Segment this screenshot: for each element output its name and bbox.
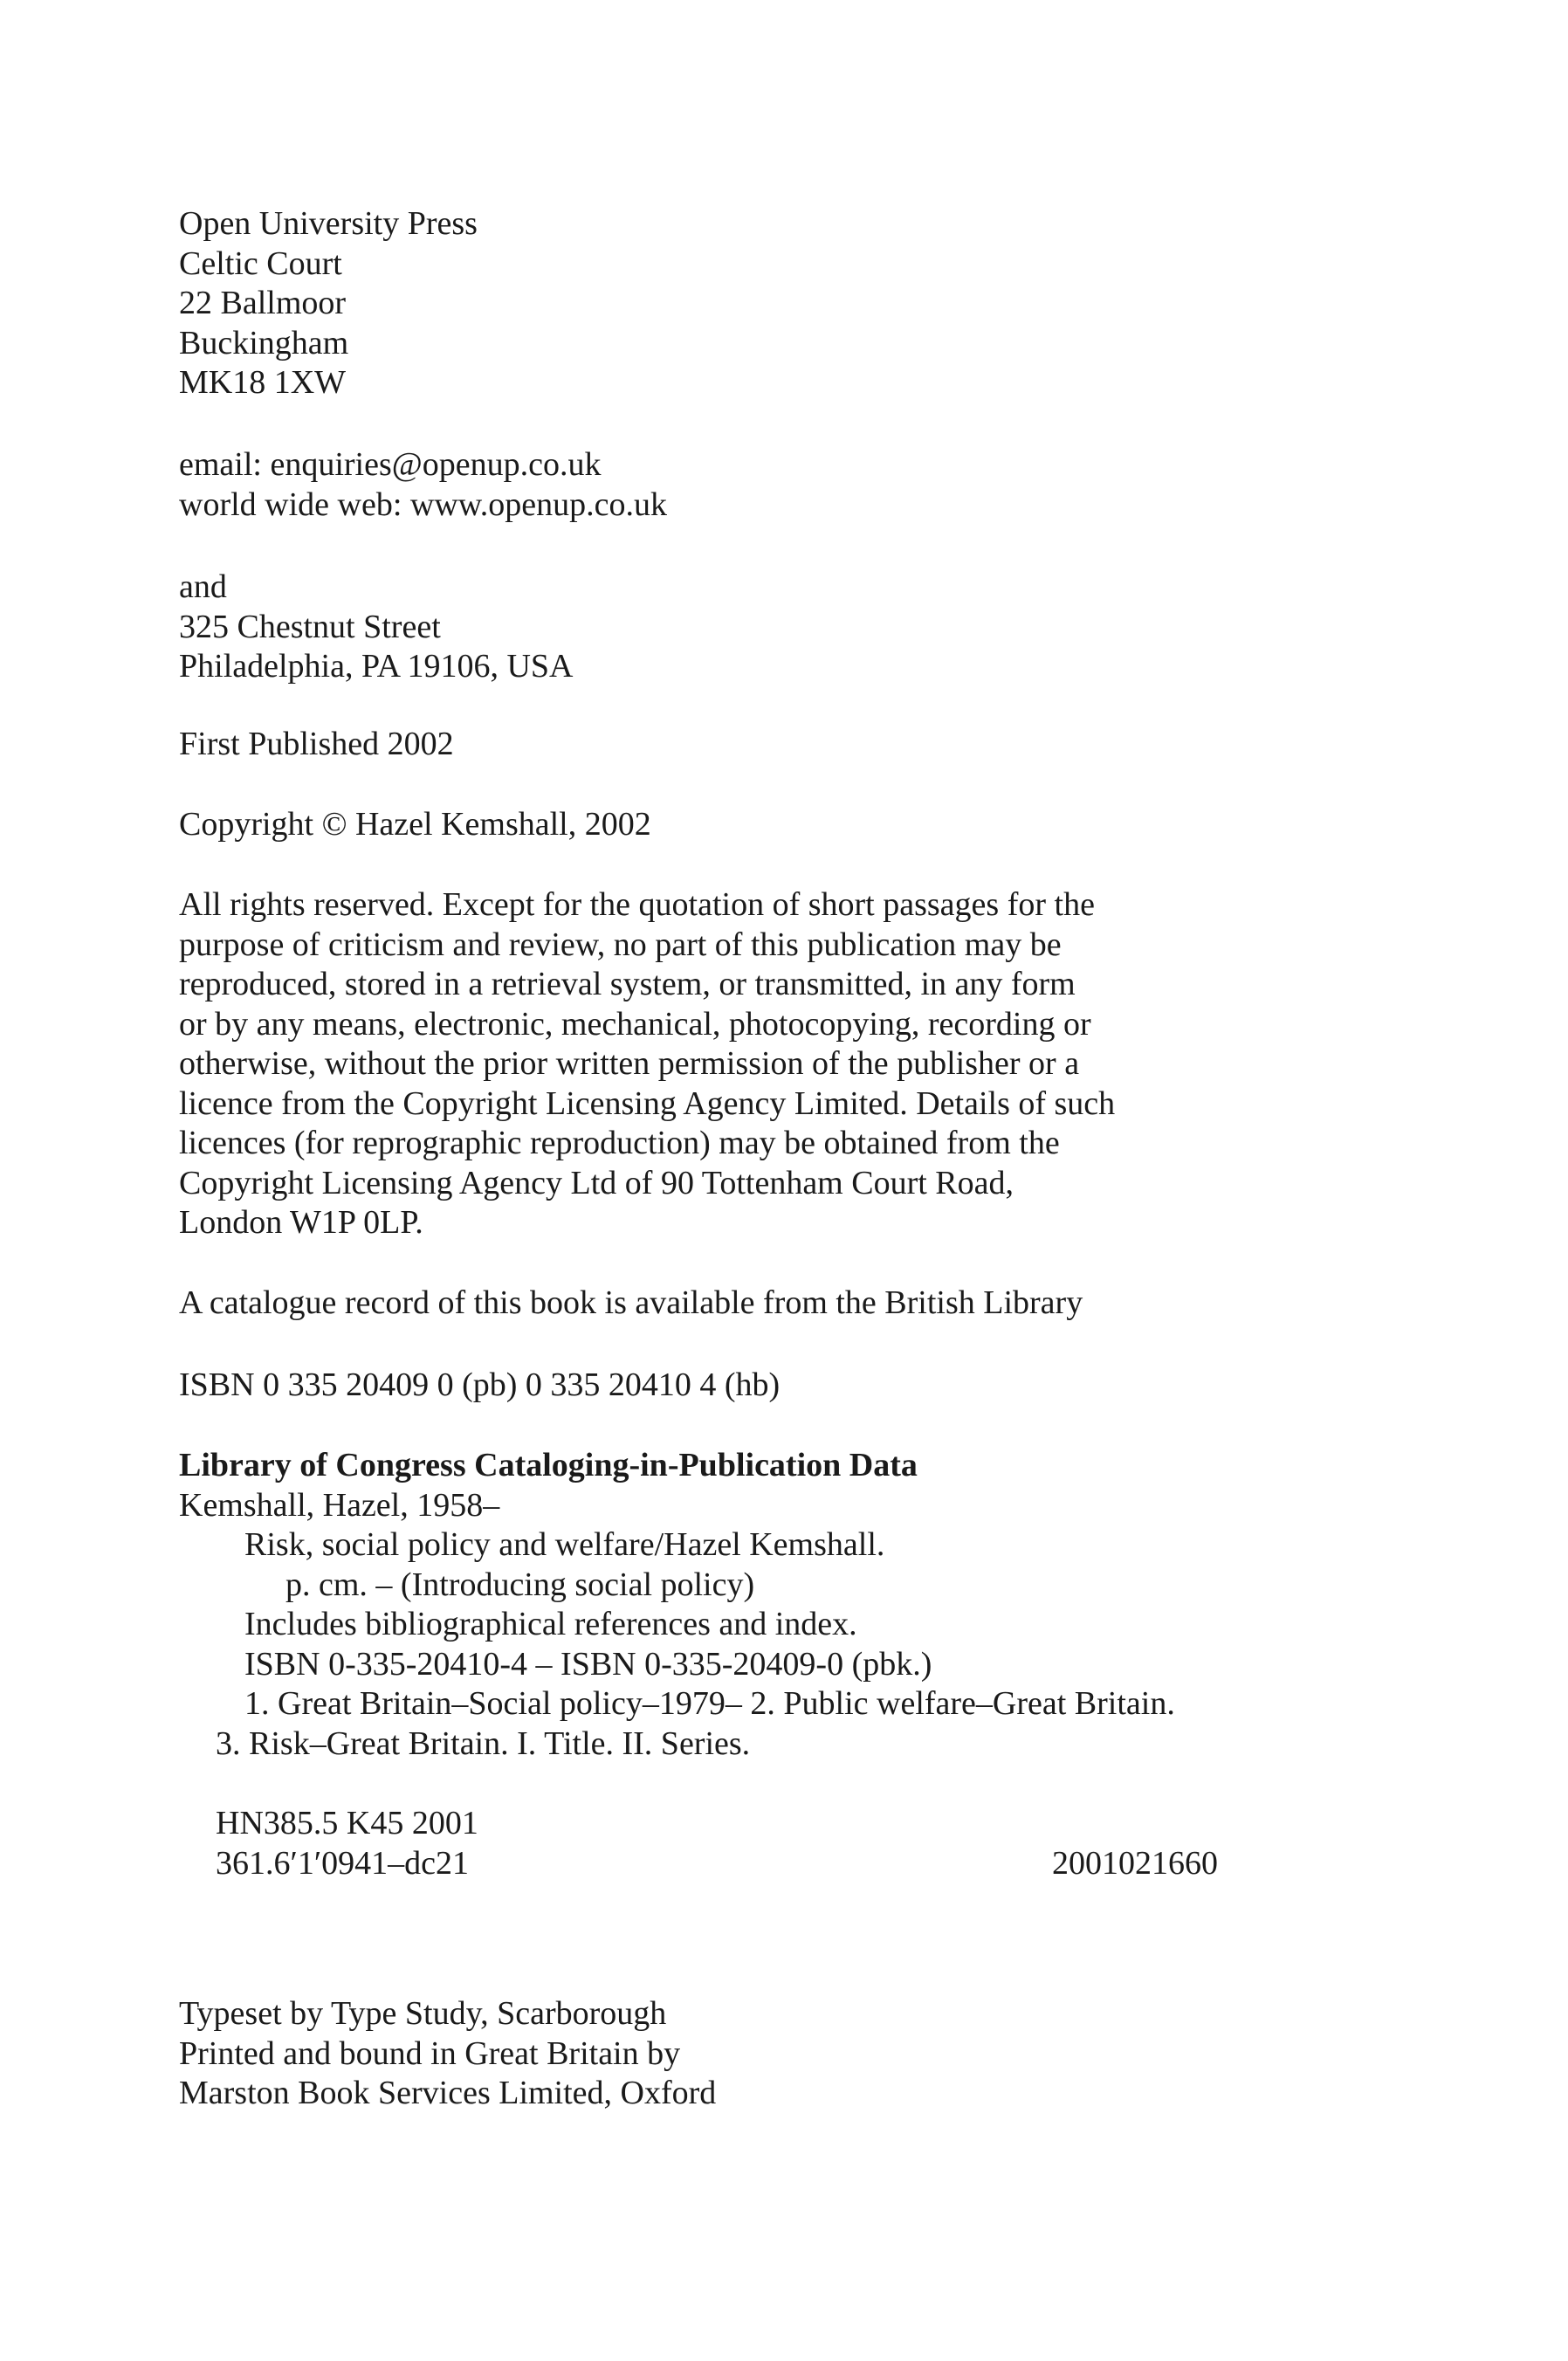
- cip-physical: p. cm. – (Introducing social policy): [285, 1566, 755, 1603]
- production-credits: [179, 1994, 1270, 2114]
- address-line: Buckingham: [179, 324, 349, 361]
- isbn: ISBN 0 335 20409 0 (pb) 0 335 20410 4 (hb): [179, 1366, 781, 1403]
- catalogue-record: A catalogue record of this book is available from the British Library: [179, 1284, 1083, 1321]
- rights-line: All rights reserved. Except for the quotation of short passages for the: [179, 886, 1095, 923]
- rights-line: licence from the Copyright Licensing Agency Limited. Details of such: [179, 1084, 1116, 1122]
- publisher-contact: [179, 445, 1270, 525]
- rights-line: London W1P 0LP.: [179, 1204, 423, 1241]
- rights-line: Copyright Licensing Agency Ltd of 90 Tottenham Court Road,: [179, 1164, 1014, 1201]
- us-address: [179, 568, 1270, 687]
- rights-line: reproduced, stored in a retrieval system, or transmitted, in any form: [179, 966, 1076, 1002]
- web-line: world wide web: www.openup.co.uk: [179, 485, 667, 523]
- address-line: Celtic Court: [179, 244, 342, 282]
- production-line: Marston Book Services Limited, Oxford: [179, 2075, 717, 2111]
- cip-title: Risk, social policy and welfare/Hazel Kemshall.: [244, 1526, 885, 1563]
- lc-class: HN385.5 K45 2001: [216, 1805, 478, 1841]
- rights-line: otherwise, without the prior written permission of the publisher or a: [179, 1045, 1080, 1082]
- cip-subjects: 3. Risk–Great Britain. I. Title. II. Series.: [216, 1724, 751, 1762]
- cip-notes: Includes bibliographical references and index.: [244, 1606, 857, 1642]
- rights-line: licences (for reprographic reproduction) may be obtained from the: [179, 1125, 1060, 1161]
- cip-heading: Library of Congress Cataloging-in-Publication Data: [179, 1447, 918, 1483]
- dewey: 361.6′1′0941–dc21: [216, 1844, 469, 1882]
- rights-line: purpose of criticism and review, no part of this publication may be: [179, 926, 1062, 963]
- dewey-row: [179, 1844, 1270, 1884]
- address-line: MK18 1XW: [179, 364, 347, 401]
- rights-line: or by any means, electronic, mechanical, photocopying, recording or: [179, 1005, 1091, 1043]
- address-line: Open University Press: [179, 205, 478, 242]
- address-line: 325 Chestnut Street: [179, 608, 441, 645]
- and-label: and: [179, 568, 227, 605]
- first-published: First Published 2002: [179, 726, 454, 762]
- cip-subjects: 1. Great Britain–Social policy–1979– 2. Public welfare–Great Britain.: [244, 1685, 1175, 1722]
- email-line: email: enquiries@openup.co.uk: [179, 446, 602, 483]
- address-line: 22 Ballmoor: [179, 285, 347, 321]
- cip-author: Kemshall, Hazel, 1958–: [179, 1486, 500, 1524]
- cip-isbn: ISBN 0-335-20410-4 – ISBN 0-335-20409-0 (pbk.): [244, 1645, 932, 1683]
- rights-statement: [179, 885, 1270, 1243]
- publisher-address: [179, 204, 1270, 403]
- cip-data: [179, 1446, 1270, 1764]
- copyright-notice: Copyright © Hazel Kemshall, 2002: [179, 806, 651, 843]
- lccn: 2001021660: [1052, 1844, 1218, 1882]
- cip-classification: [179, 1804, 1270, 1883]
- production-line: Printed and bound in Great Britain by: [179, 2034, 681, 2072]
- address-line: Philadelphia, PA 19106, USA: [179, 648, 574, 685]
- production-line: Typeset by Type Study, Scarborough: [179, 1995, 667, 2032]
